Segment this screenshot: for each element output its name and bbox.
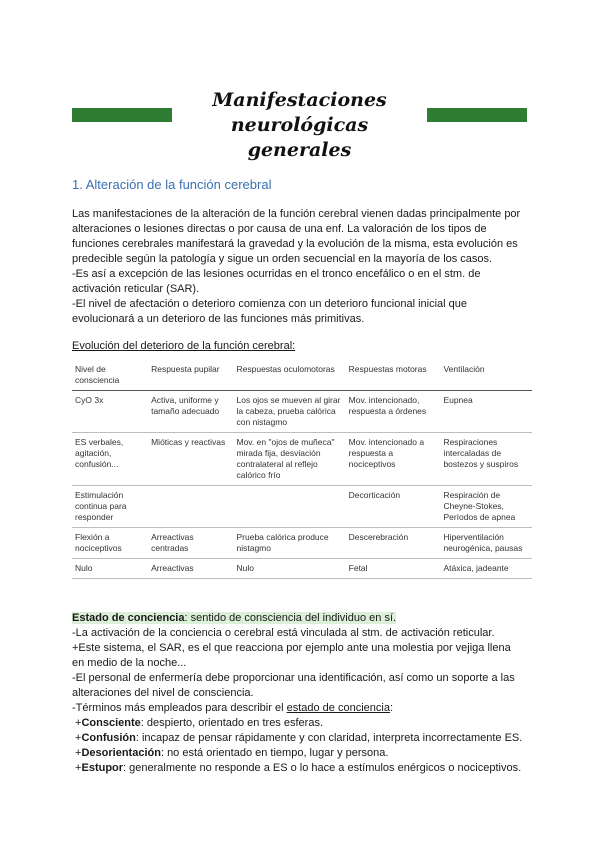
table-cell bbox=[148, 486, 233, 528]
table-row bbox=[72, 433, 532, 486]
list-item: +Consciente: despierto, orientado en tres esferas. bbox=[72, 717, 323, 729]
table-cell: ES verbales, agitación, confusión... bbox=[72, 433, 148, 486]
conciencia-section: Estado de conciencia: sentido de consciencia del individuo en sí. -La activación de la conciencia o cerebral está vinculada al stm. de activación reticular. +Este sistema, el SAR, es el que reacciona por ejemplo ante una molestia por vejiga llena en medio de la noche... -El personal de enfermería debe proporcionar una identificación, así como un soporte a las alteraciones del nivel de consciencia. -Términos más empleados para describir el estado de conciencia: +Consciente: despierto, orientado en tres esferas. +Confusión: incapaz de pensar rápidamente y con claridad, interpreta incorrectamente ES. +Desorientación: no está orientado en tiempo, lugar y persona. +Estupor: generalmente no responde a ES o lo hace a estímulos enérgicos o nociceptivos. bbox=[72, 611, 542, 776]
title-block bbox=[0, 86, 600, 161]
table-cell: Mióticas y reactivas bbox=[148, 433, 233, 486]
table-row bbox=[72, 391, 532, 433]
terms-intro: -Términos más empleados para describir el estado de conciencia: bbox=[72, 702, 394, 714]
section-heading: 1. Alteración de la función cerebral bbox=[72, 177, 272, 192]
table-cell: Atáxica, jadeante bbox=[440, 559, 532, 579]
table-cell: Respiración de Cheyne-Stokes, Períodos de apnea bbox=[440, 486, 532, 528]
decorative-bar-left bbox=[72, 108, 172, 122]
table-cell: Nulo bbox=[234, 559, 346, 579]
decorative-bar-right bbox=[427, 108, 527, 122]
table-cell: Descerebración bbox=[346, 528, 441, 559]
table-header-cell: Respuestas oculomotoras bbox=[234, 360, 346, 391]
term-definition: : sentido de consciencia del individuo en sí. bbox=[184, 612, 397, 624]
evolution-table bbox=[72, 360, 532, 579]
table-row bbox=[72, 486, 532, 528]
table-cell: Fetal bbox=[346, 559, 441, 579]
intro-paragraph: Las manifestaciones de la alteración de la función cerebral vienen dadas principalmente por alteraciones o lesiones directas o por causa de una enf. La valoración de los tipos de funciones cerebrales manifestará la gravedad y la evolución de la misma, esta evolución es predecible según la patología y sigue un orden secuencial en la mayoría de los casos. -Es así a excepción de las lesiones ocurridas en el tronco encefálico o en el stm. de activación reticular (SAR). -El nivel de afectación o deterioro comienza con un deterioro funcional inicial que evolucionará a un deterioro de las funciones más primitivas. bbox=[72, 208, 521, 325]
table-cell: Decorticación bbox=[346, 486, 441, 528]
table-cell: Mov. intencionado a respuesta a nociceptivos bbox=[346, 433, 441, 486]
table-header-cell: Nivel de consciencia bbox=[72, 360, 148, 391]
table-row bbox=[72, 559, 532, 579]
page-title: Manifestaciones neurológicas generales bbox=[212, 89, 387, 161]
list-item: +Confusión: incapaz de pensar rápidamente y con claridad, interpreta incorrectamente ES. bbox=[72, 732, 523, 744]
table-header-cell: Respuestas motoras bbox=[346, 360, 441, 391]
table-cell: CyO 3x bbox=[72, 391, 148, 433]
table-header-row bbox=[72, 360, 532, 391]
table-cell: Mov. en "ojos de muñeca" mirada fija, desviación contralateral al reflejo calórico frío bbox=[234, 433, 346, 486]
table-cell: Activa, uniforme y tamaño adecuado bbox=[148, 391, 233, 433]
table-cell: Estimulación continua para responder bbox=[72, 486, 148, 528]
table-cell: Mov. intencionado, respuesta a órdenes bbox=[346, 391, 441, 433]
table-cell: Arreactivas bbox=[148, 559, 233, 579]
conciencia-definition bbox=[72, 611, 542, 626]
table-row bbox=[72, 528, 532, 559]
table-cell: Hiperventilación neurogénica, pausas bbox=[440, 528, 532, 559]
table-cell: Nulo bbox=[72, 559, 148, 579]
table-header-cell: Respuesta pupilar bbox=[148, 360, 233, 391]
table-cell: Respiraciones intercaladas de bostezos y suspiros bbox=[440, 433, 532, 486]
table-cell bbox=[234, 486, 346, 528]
table-cell: Prueba calórica produce nistagmo bbox=[234, 528, 346, 559]
list-item: +Estupor: generalmente no responde a ES o lo hace a estímulos enérgicos o nociceptivos. bbox=[72, 762, 522, 774]
list-item: +Desorientación: no está orientado en tiempo, lugar y persona. bbox=[72, 747, 389, 759]
table-cell: Arreactivas centradas bbox=[148, 528, 233, 559]
term-heading: Estado de conciencia bbox=[72, 612, 185, 624]
table-cell: Los ojos se mueven al girar la cabeza, prueba calórica con nistagmo bbox=[234, 391, 346, 433]
table-cell: Eupnea bbox=[440, 391, 532, 433]
table-cell: Flexión a nociceptivos bbox=[72, 528, 148, 559]
table-title: Evolución del deterioro de la función cerebral: bbox=[72, 340, 296, 352]
table-header-cell: Ventilación bbox=[440, 360, 532, 391]
